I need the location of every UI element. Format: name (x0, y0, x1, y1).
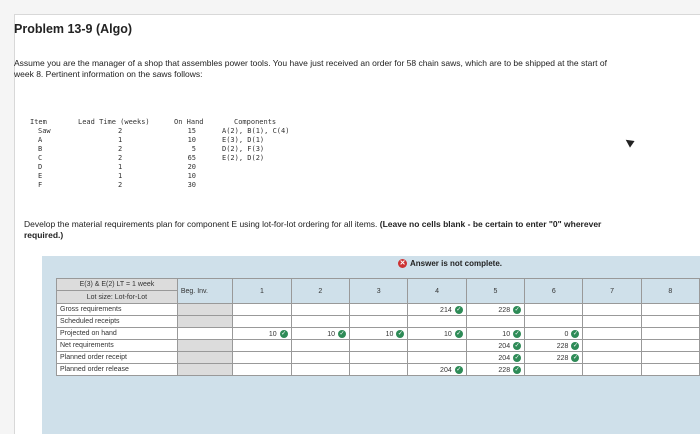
check-icon: ✓ (456, 330, 462, 337)
bom-cell: 65 (187, 154, 196, 162)
mrp-item-label-value: E(3) & E(2) LT = 1 week (79, 281, 155, 288)
beg-inv-header (177, 279, 232, 304)
bom-cell: F (38, 181, 43, 189)
mrp-cell-value: 10 (502, 330, 511, 338)
check-icon: ✓ (572, 342, 578, 349)
week-header (525, 279, 583, 304)
mrp-cell[interactable] (350, 352, 408, 364)
mrp-cell[interactable] (408, 340, 466, 352)
week-header (233, 279, 291, 304)
mrp-cell[interactable] (525, 316, 583, 328)
check-icon: ✓ (572, 354, 578, 361)
error-x-icon: ✕ (399, 260, 406, 267)
bom-cell: A (38, 136, 43, 144)
beg-inv-cell (177, 364, 232, 376)
instruction-main: Develop the material requirements plan for component E using lot-for-lot ordering for all items. (24, 219, 378, 229)
mrp-cell[interactable] (350, 316, 408, 328)
check-icon: ✓ (456, 306, 462, 313)
bom-cell: 1 (118, 163, 123, 171)
mrp-cell[interactable] (525, 340, 583, 352)
beg-inv-cell (177, 340, 232, 352)
week-header (408, 279, 466, 304)
week-header-value: 1 (260, 287, 264, 295)
table-row (57, 316, 700, 328)
mrp-cell[interactable] (408, 304, 466, 316)
bom-cell: E(2), D(2) (222, 154, 265, 162)
mrp-cell-value: 214 (440, 306, 452, 314)
mrp-cell[interactable] (291, 364, 349, 376)
mrp-cell-value: 228 (498, 366, 511, 374)
bom-cell: Saw (38, 127, 51, 135)
mrp-cell[interactable] (525, 328, 583, 340)
bom-header-onhand: On Hand (174, 118, 204, 126)
mrp-cell[interactable] (583, 352, 641, 364)
week-header (583, 279, 641, 304)
week-header-value: 5 (493, 287, 498, 295)
lot-size-label (57, 291, 178, 304)
row-label-value: Gross requirements (60, 306, 122, 313)
mrp-cell[interactable] (233, 352, 291, 364)
mrp-cell-value: 228 (498, 306, 511, 314)
mrp-cell[interactable] (350, 304, 408, 316)
mrp-cell[interactable] (641, 352, 699, 364)
mrp-cell[interactable] (291, 316, 349, 328)
mrp-cell[interactable] (583, 364, 641, 376)
mrp-cell[interactable] (583, 304, 641, 316)
check-icon: ✓ (281, 330, 287, 337)
mrp-cell[interactable] (583, 328, 641, 340)
bom-cell: D(2), F(3) (222, 145, 265, 153)
bom-cell: E(3), D(1) (222, 136, 265, 144)
bom-header-item: Item (30, 118, 47, 126)
table-row (57, 352, 700, 364)
bom-header-lead: Lead Time (weeks) (78, 118, 150, 126)
row-label-value: Scheduled receipts (60, 318, 120, 325)
mrp-cell[interactable] (233, 340, 291, 352)
bom-cell: 10 (187, 136, 196, 144)
check-icon: ✓ (514, 342, 520, 349)
bom-cell: 20 (187, 163, 196, 171)
check-icon: ✓ (397, 330, 403, 337)
mrp-cell[interactable] (525, 304, 583, 316)
beg-inv-cell[interactable] (177, 328, 232, 340)
week-header (641, 279, 699, 304)
beg-inv-cell (177, 304, 232, 316)
mrp-cell-value: 10 (327, 330, 336, 338)
mrp-table (56, 278, 700, 376)
mrp-cell-value: 204 (498, 354, 511, 362)
mrp-cell[interactable] (583, 316, 641, 328)
mrp-cell[interactable] (408, 316, 466, 328)
mrp-cell[interactable] (408, 328, 466, 340)
mrp-cell[interactable] (233, 328, 291, 340)
check-icon: ✓ (456, 366, 462, 373)
check-icon: ✓ (339, 330, 345, 337)
answer-status-text: Answer is not complete. (410, 259, 503, 268)
bom-header-components: Components (234, 118, 277, 126)
row-label (57, 328, 178, 340)
week-header-value: 4 (435, 287, 439, 295)
row-label-value: Planned order release (60, 366, 129, 373)
mrp-cell-value: 10 (385, 330, 394, 338)
table-row (57, 364, 700, 376)
beg-inv-cell (177, 352, 232, 364)
week-header-value: 7 (610, 287, 615, 295)
bom-cell: 2 (118, 127, 123, 135)
mrp-cell[interactable] (641, 328, 699, 340)
week-header-value: 8 (668, 287, 673, 295)
week-header (350, 279, 408, 304)
mrp-cell[interactable] (350, 340, 408, 352)
check-icon: ✓ (514, 354, 520, 361)
mrp-cell[interactable] (466, 340, 524, 352)
answer-panel (42, 256, 700, 434)
bom-cell: E (38, 172, 43, 180)
mrp-cell[interactable] (525, 352, 583, 364)
mrp-cell[interactable] (641, 304, 699, 316)
row-label (57, 316, 178, 328)
row-label (57, 304, 178, 316)
bom-cell: 2 (118, 154, 123, 162)
mrp-cell-value: 228 (556, 342, 569, 350)
bom-cell: 1 (118, 136, 123, 144)
mrp-cell[interactable] (466, 364, 524, 376)
table-row (57, 304, 700, 316)
check-icon: ✓ (514, 306, 520, 313)
mrp-cell-value: 204 (440, 366, 452, 374)
mrp-item-label (57, 279, 178, 291)
check-icon: ✓ (514, 330, 520, 337)
bom-cell: 10 (187, 172, 196, 180)
mrp-cell[interactable] (466, 328, 524, 340)
week-header-value: 3 (376, 287, 381, 295)
mrp-cell-value: 10 (443, 330, 452, 338)
mrp-cell[interactable] (233, 364, 291, 376)
bom-cell: 2 (118, 181, 123, 189)
bom-cell: B (38, 145, 43, 153)
row-label-value: Projected on hand (60, 330, 117, 337)
mrp-cell[interactable] (233, 316, 291, 328)
row-label (57, 340, 178, 352)
bom-cell: 2 (118, 145, 123, 153)
mrp-cell[interactable] (641, 364, 699, 376)
problem-title: Problem 13-9 (Algo) (14, 22, 133, 36)
mrp-cell[interactable] (408, 364, 466, 376)
bom-cell: D (38, 163, 43, 171)
mrp-cell[interactable] (291, 352, 349, 364)
mrp-cell[interactable] (291, 328, 349, 340)
mrp-cell[interactable] (350, 364, 408, 376)
beg-inv-header-value: Beg. Inv. (180, 287, 208, 295)
bom-cell: C (38, 154, 43, 162)
mrp-cell-value: 228 (556, 354, 569, 362)
mrp-cell[interactable] (466, 304, 524, 316)
check-icon: ✓ (572, 330, 578, 337)
bom-cell: 5 (191, 145, 196, 153)
week-header-value: 2 (318, 287, 323, 295)
bom-cell: 1 (118, 172, 123, 180)
mrp-cell[interactable] (466, 352, 524, 364)
row-label (57, 352, 178, 364)
mrp-cell[interactable] (525, 364, 583, 376)
instruction-text (24, 219, 624, 241)
check-icon: ✓ (514, 366, 520, 373)
mrp-cell[interactable] (641, 340, 699, 352)
mrp-cell-value: 204 (498, 342, 511, 350)
mrp-cell[interactable] (350, 328, 408, 340)
table-row (57, 340, 700, 352)
row-label (57, 364, 178, 376)
instruction-bold: (Leave no cells blank - be certain to enter "0" wherever required.) (24, 219, 602, 240)
row-label-value: Planned order receipt (60, 354, 127, 361)
mrp-cell[interactable] (466, 316, 524, 328)
lot-size-label-value: Lot size: Lot-for-Lot (86, 293, 148, 301)
mrp-cell[interactable] (641, 316, 699, 328)
mrp-cell[interactable] (291, 340, 349, 352)
mrp-cell[interactable] (233, 304, 291, 316)
week-header (291, 279, 349, 304)
week-header (466, 279, 524, 304)
table-row (57, 328, 700, 340)
mrp-cell[interactable] (583, 340, 641, 352)
mrp-cell-value: 10 (268, 330, 277, 338)
answer-status (398, 259, 502, 268)
bom-cell: 15 (187, 127, 196, 135)
week-header-value: 6 (551, 287, 556, 295)
mrp-cell[interactable] (408, 352, 466, 364)
intro-text: Assume you are the manager of a shop that assembles power tools. You have just received an order for 58 chain saws, which are to be shipped at the start of week 8. Pertinent information on the saws follows: (14, 58, 607, 79)
mrp-cell-value: 0 (564, 330, 569, 338)
beg-inv-cell (177, 316, 232, 328)
mrp-cell[interactable] (291, 304, 349, 316)
bom-cell: A(2), B(1), C(4) (222, 127, 290, 135)
row-label-value: Net requirements (60, 342, 114, 349)
bom-cell: 30 (187, 181, 196, 189)
